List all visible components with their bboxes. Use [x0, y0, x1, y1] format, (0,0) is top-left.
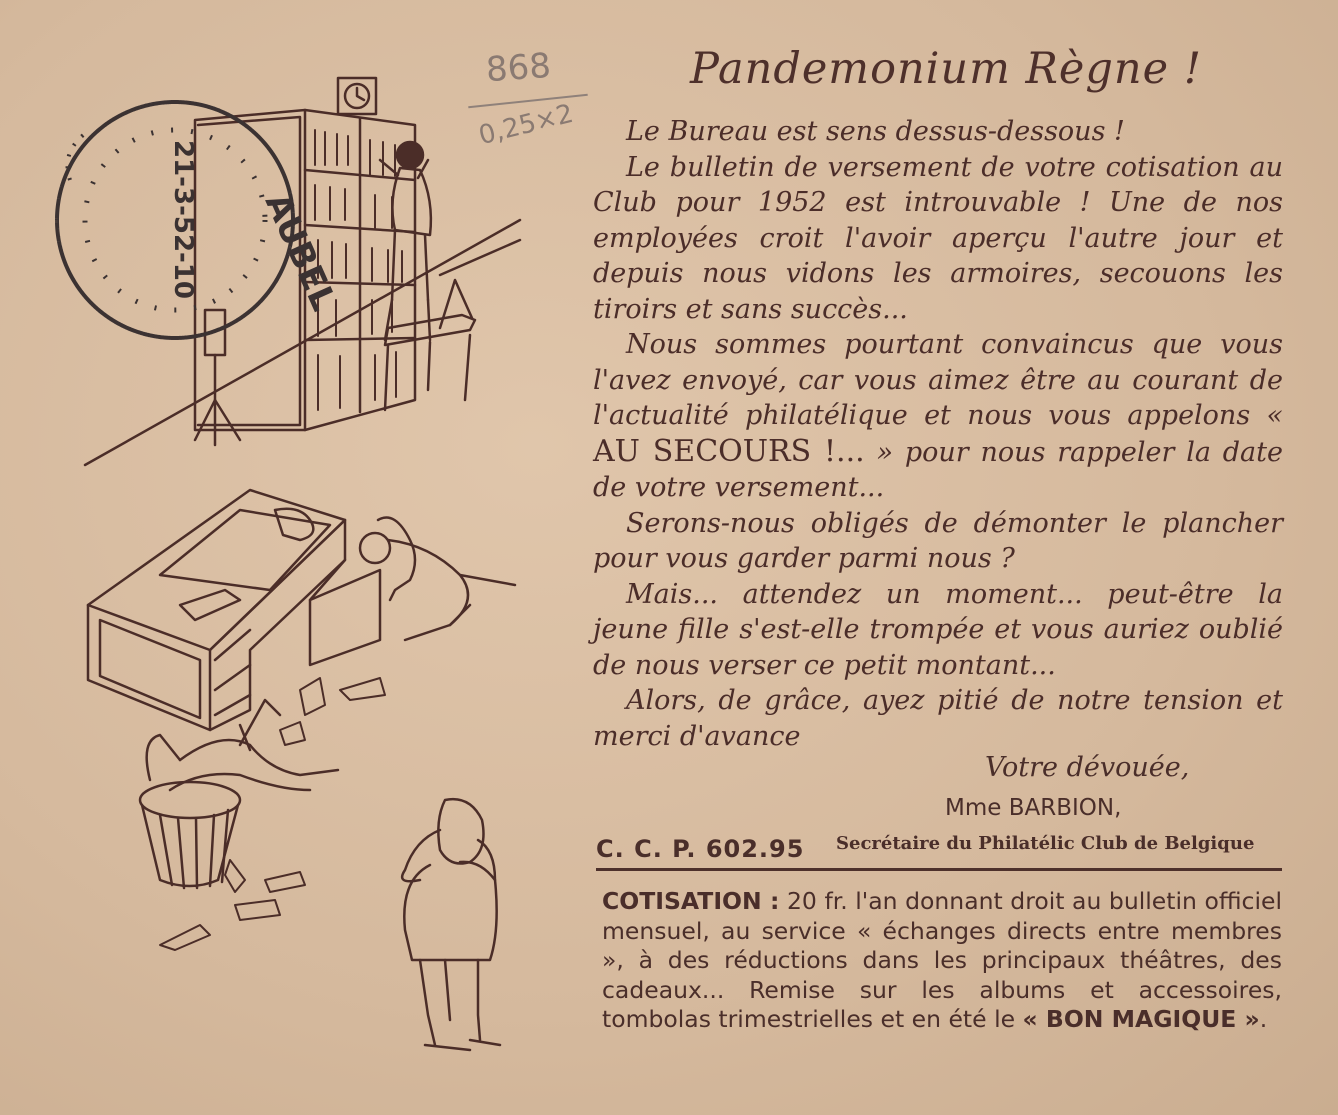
cotisation-end: .: [1259, 1005, 1268, 1033]
signature-closing: Votre dévouée,: [985, 752, 1190, 783]
desk-drawing: [88, 490, 380, 730]
letter-paragraph-3-start: Nous sommes pourtant convaincus que vous l'avez envoyé, car vous aimez être au courant de l'actualité philatélique et nous vous appelons «: [593, 329, 1283, 431]
signature-name: Mme BARBION,: [945, 795, 1122, 821]
pencil-number: 868: [484, 45, 553, 91]
cotisation-text: 20 fr. l'an donnant droit au bulletin officiel mensuel, au service « échanges directs entre membres », à des réductions dans les principaux théâtres, des cadeaux... Remise sur les albums et accessoires, tombolas trimestrielles et en été le: [602, 887, 1282, 1033]
illustration-panel: [0, 0, 580, 1115]
postmark-date: 21-3-52-10: [168, 140, 198, 300]
letter-paragraph-3-end: » pour nous rappeler la date de votre versement...: [593, 436, 1283, 503]
letter-paragraph-3: [593, 327, 1283, 506]
letter-paragraph-5: Mais... attendez un moment... peut-être la jeune fille s'est-elle trompée et vous auriez oublié de nous verser ce petit montant...: [593, 578, 1283, 681]
bon-magique-text: « BON MAGIQUE »: [1022, 1005, 1260, 1033]
man-holding-head-drawing: [402, 799, 500, 1050]
page-title: Pandemonium Règne !: [690, 44, 1202, 94]
letter-body: [593, 114, 1283, 754]
letter-paragraph-6: Alors, de grâce, ayez pitié de notre tension et merci d'avance: [593, 685, 1283, 752]
postmark-town: AUBEL: [256, 187, 344, 317]
ccp-account: C. C. P. 602.95: [596, 835, 805, 863]
wastebasket-drawing: [140, 700, 338, 888]
signature-role: Secrétaire du Philatélic Club de Belgique: [836, 833, 1255, 854]
cotisation-label: COTISATION :: [602, 887, 780, 915]
woman-on-chair-drawing: [380, 142, 475, 410]
letter-paragraph-4: Serons-nous obligés de démonter le plancher pour vous garder parmi nous ?: [593, 507, 1283, 574]
divider-rule: [596, 868, 1282, 871]
letter-paragraph-2: Le bulletin de versement de votre cotisation au Club pour 1952 est introuvable ! Une de nos employées croit l'avoir aperçu l'autre jour et depuis nous vidons les armoires, secouons les tiroirs et sans succès...: [593, 151, 1283, 325]
au-secours-text: AU SECOURS !...: [593, 433, 865, 469]
pencil-fraction: 0,25×2: [475, 98, 577, 152]
cotisation-block: [602, 887, 1282, 1035]
letter-paragraph-1: Le Bureau est sens dessus-dessous !: [626, 116, 1125, 147]
